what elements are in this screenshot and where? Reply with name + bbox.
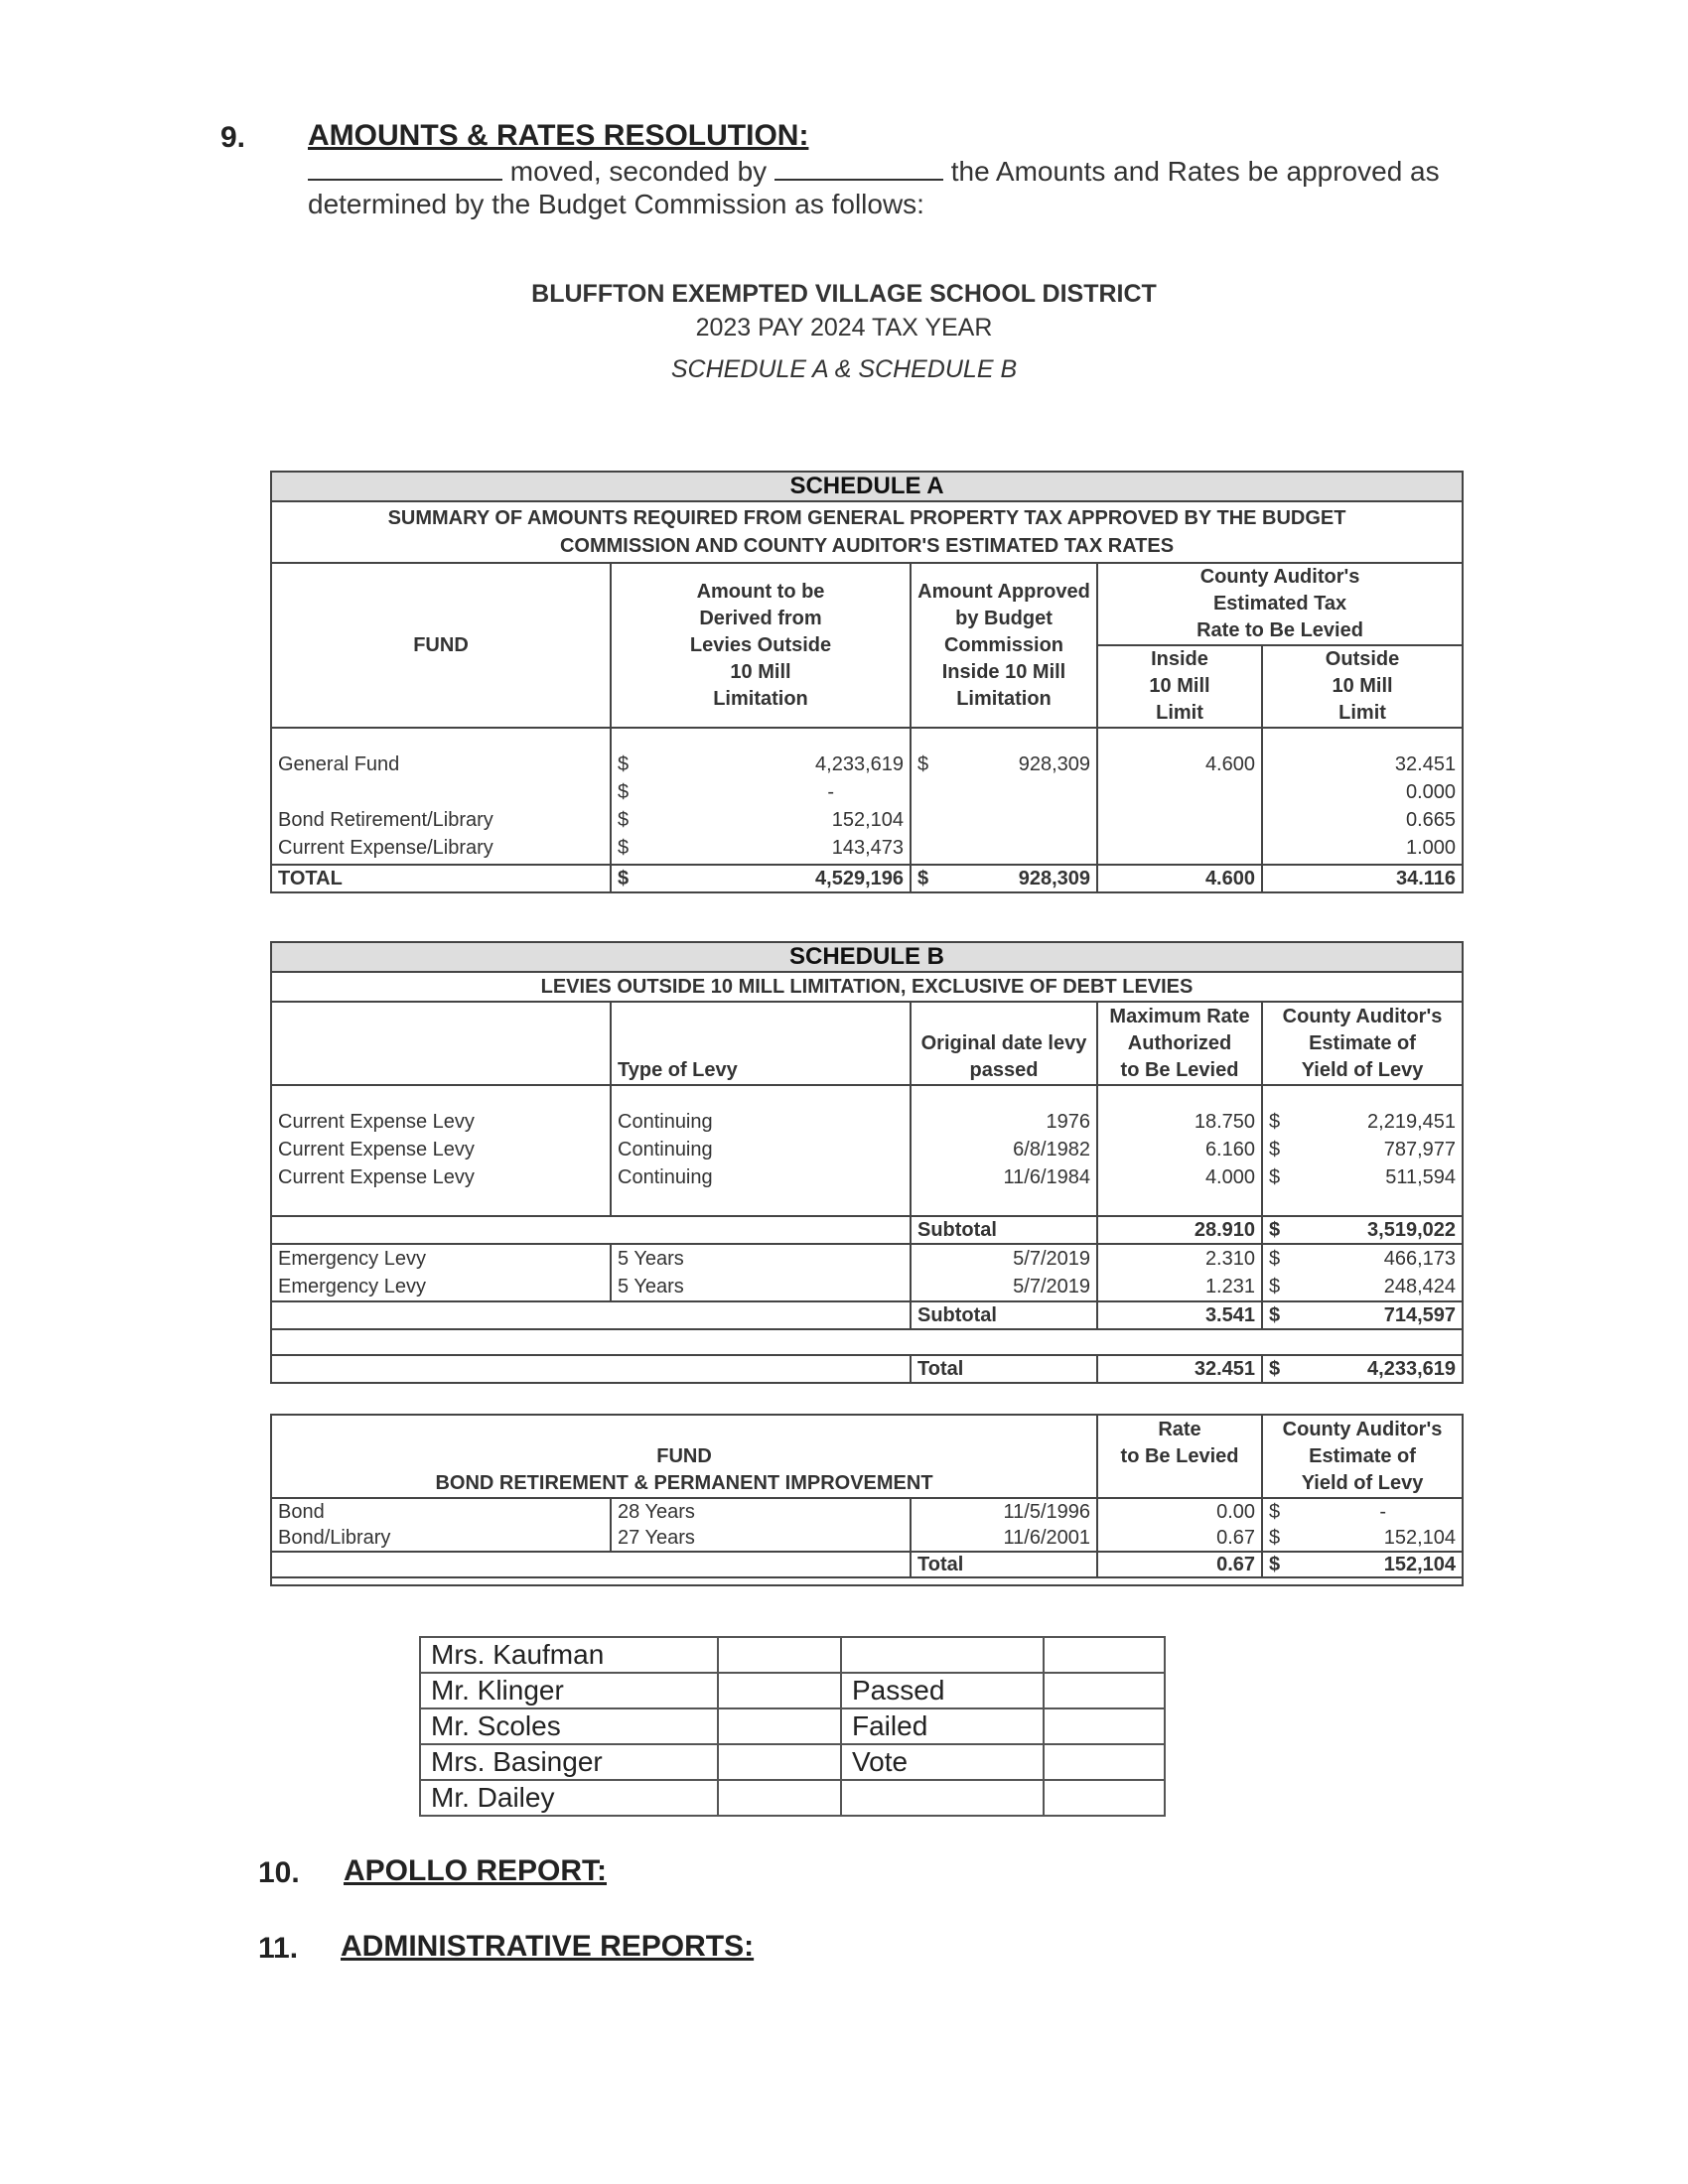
outcome-label: Failed: [841, 1708, 1044, 1744]
col-max-rate-header: Maximum Rate Authorized to Be Levied: [1097, 1002, 1262, 1085]
table-cell: 4,233,619: [1367, 1357, 1457, 1380]
member-name: Mrs. Basinger: [420, 1744, 718, 1780]
tax-year: 2023 PAY 2024 TAX YEAR: [695, 314, 993, 341]
col-type-header: Type of Levy: [611, 1002, 911, 1085]
table-cell: 928,309: [1018, 753, 1090, 775]
bond-yield-header: County Auditor's Estimate of Yield of Levy: [1262, 1415, 1463, 1498]
section-number: 11.: [258, 1932, 299, 1965]
vote-row: [420, 1780, 1165, 1816]
table-cell: 2.310: [1204, 1248, 1255, 1270]
table-cell: 511,594: [1385, 1166, 1457, 1188]
vote-row: [420, 1673, 1165, 1708]
bond-retirement-table: [270, 1414, 1464, 1586]
table-cell: 928,309: [1018, 867, 1090, 889]
outside-amounts: $ 4,233,619 $ - $ 152,104 $ 143,473: [611, 728, 911, 865]
spacer-row: [271, 1577, 1463, 1585]
schedule-b-subtitle: LEVIES OUTSIDE 10 MILL LIMITATION, EXCLUSIVE OF DEBT LEVIES: [271, 972, 1463, 1002]
table-cell: 466,173: [1383, 1248, 1457, 1270]
schedule-a-subtitle: SUMMARY OF AMOUNTS REQUIRED FROM GENERAL PROPERTY TAX APPROVED BY THE BUDGET COMMISSION AND COUNTY AUDITOR'S ESTIMATED TAX RATES: [271, 501, 1463, 563]
table-cell: Total: [911, 1552, 1097, 1577]
mover-blank[interactable]: [308, 155, 502, 181]
table-cell: Bond/Library: [278, 1527, 391, 1549]
approved-amounts: $ 928,309: [911, 728, 1097, 865]
subtotal-row-1: Subtotal 28.910 $ 3,519,022: [271, 1216, 1463, 1244]
motion-moved-text: moved, seconded by: [509, 156, 768, 187]
table-cell: Bond Retirement/Library: [278, 809, 493, 831]
col-yield-header: County Auditor's Estimate of Yield of Levy: [1262, 1002, 1463, 1085]
table-cell: 5/7/2019: [1013, 1248, 1090, 1270]
schedule-a-title: SCHEDULE A: [271, 472, 1463, 501]
schedule-a-table: [270, 471, 1464, 893]
spacer-row: [271, 1329, 1463, 1355]
table-cell: Continuing: [618, 1111, 713, 1133]
table-cell: 11/5/1996: [1003, 1501, 1091, 1523]
table-cell: 787,977: [1383, 1139, 1457, 1160]
schedule-b-title: SCHEDULE B: [271, 942, 1463, 972]
table-cell: 27 Years: [618, 1527, 695, 1549]
vote-row: [420, 1637, 1165, 1673]
schedule-b-table: [270, 941, 1464, 1384]
vote-cell[interactable]: [718, 1708, 841, 1744]
table-cell: 152,104: [1383, 1527, 1457, 1549]
table-cell: 4.600: [1097, 865, 1262, 892]
vote-cell[interactable]: [1044, 1780, 1165, 1816]
table-cell: 0.67: [1097, 1552, 1262, 1577]
table-cell: 152,104: [831, 809, 904, 831]
table-cell: 11/6/2001: [1003, 1527, 1091, 1549]
table-cell: 28 Years: [618, 1501, 695, 1523]
schedules-heading: SCHEDULE A & SCHEDULE B: [670, 355, 1018, 383]
motion-line-1: [308, 155, 1440, 188]
member-name: Mr. Klinger: [420, 1673, 718, 1708]
vote-cell[interactable]: [718, 1637, 841, 1673]
vote-cell[interactable]: [1044, 1673, 1165, 1708]
schedule-a-total-row: TOTAL $ 4,529,196 $ 928,309 4.600 34.116: [271, 865, 1463, 892]
col-date-header: Original date levy passed: [911, 1002, 1097, 1085]
outside-rates: [1262, 728, 1463, 865]
table-cell: 0.00: [1216, 1501, 1256, 1523]
outcome-label: Vote: [841, 1744, 1044, 1780]
table-cell: 0.665: [1406, 809, 1457, 831]
bond-rate-header: Rate to Be Levied: [1097, 1415, 1262, 1498]
fund-names: [271, 728, 611, 865]
table-cell: 1.231: [1204, 1276, 1255, 1297]
district-name: BLUFFTON EXEMPTED VILLAGE SCHOOL DISTRICT: [531, 280, 1157, 308]
col-fund-header: FUND: [271, 563, 611, 728]
table-cell: 3.541: [1097, 1301, 1262, 1329]
vote-cell[interactable]: [718, 1744, 841, 1780]
table-cell: 11/6/1984: [1003, 1166, 1090, 1188]
table-cell: 32.451: [1394, 753, 1457, 775]
motion-line-2: determined by the Budget Commission as follows:: [308, 189, 924, 219]
bond-fund-header: FUND BOND RETIREMENT & PERMANENT IMPROVEMENT: [271, 1415, 1097, 1498]
table-cell: Emergency Levy: [278, 1276, 426, 1297]
section-title: ADMINISTRATIVE REPORTS:: [341, 1930, 755, 1963]
schedule-b-total-row: Total 32.451 $ 4,233,619: [271, 1355, 1463, 1383]
bond-total-row: Total 0.67 $ 152,104: [271, 1552, 1463, 1577]
table-cell: 28.910: [1097, 1216, 1262, 1244]
vote-row: [420, 1744, 1165, 1780]
table-cell: 18.750: [1194, 1111, 1255, 1133]
seconder-blank[interactable]: [774, 155, 943, 181]
table-cell: [278, 778, 604, 806]
vote-cell[interactable]: [718, 1780, 841, 1816]
subtotal-row-2: Subtotal 3.541 $ 714,597: [271, 1301, 1463, 1329]
section-title: AMOUNTS & RATES RESOLUTION:: [308, 119, 809, 152]
table-cell: 4,233,619: [815, 753, 904, 775]
levy-group-2: Emergency Levy Emergency Levy 5 Years 5 Years 5/7/2019 5/7/2019 2.310 1.231 $ 466,173 $ 248,424: [271, 1244, 1463, 1301]
inside-rates: [1097, 728, 1262, 865]
bond-rows: Bond Bond/Library 28 Years 27 Years 11/5/1996 11/6/2001 0.00 0.67 $ - $ 152,104: [271, 1498, 1463, 1552]
table-cell: 714,597: [1383, 1303, 1457, 1326]
table-cell: 0.67: [1216, 1527, 1256, 1549]
table-cell: 248,424: [1383, 1276, 1457, 1297]
member-name: Mr. Dailey: [420, 1780, 718, 1816]
vote-cell[interactable]: [718, 1673, 841, 1708]
section-number: 10.: [258, 1856, 300, 1889]
table-cell: Total: [911, 1355, 1097, 1383]
table-cell: 152,104: [1383, 1553, 1457, 1575]
table-cell: 2,219,451: [1367, 1111, 1457, 1133]
table-cell: Bond: [278, 1501, 325, 1523]
col-inside-limit-header: Inside 10 Mill Limit: [1097, 645, 1262, 728]
vote-cell[interactable]: [1044, 1637, 1165, 1673]
table-cell: -: [827, 781, 834, 803]
section-title: APOLLO REPORT:: [344, 1854, 608, 1887]
col-auditor-header: County Auditor's Estimated Tax Rate to Be Levied: [1097, 563, 1463, 645]
table-cell: Subtotal: [911, 1301, 1097, 1329]
table-cell: 3,519,022: [1367, 1218, 1457, 1241]
table-cell: TOTAL: [271, 865, 611, 892]
vote-table: [419, 1636, 1166, 1817]
vote-row: [420, 1708, 1165, 1744]
outcome-label: Passed: [841, 1673, 1044, 1708]
table-cell: Continuing: [618, 1166, 713, 1188]
table-cell: 143,473: [831, 837, 904, 859]
outcome-label: [841, 1780, 1044, 1816]
table-cell: 4,529,196: [815, 867, 904, 889]
table-cell: Emergency Levy: [278, 1248, 426, 1270]
col-approved-header: Amount Approved by Budget Commission Inside 10 Mill Limitation: [911, 563, 1097, 728]
member-name: Mr. Scoles: [420, 1708, 718, 1744]
col-outside-limit-header: Outside 10 Mill Limit: [1262, 645, 1463, 728]
outcome-label: [841, 1637, 1044, 1673]
table-cell: 6.160: [1204, 1139, 1255, 1160]
table-cell: Current Expense Levy: [278, 1166, 475, 1188]
section-number: 9.: [220, 121, 246, 154]
table-cell: 34.116: [1262, 865, 1463, 892]
schedule-a-body: [271, 728, 1463, 865]
table-cell: 1976: [1046, 1111, 1090, 1133]
table-cell: -: [1379, 1501, 1387, 1523]
table-cell: 5/7/2019: [1013, 1276, 1090, 1297]
table-cell: 6/8/1982: [1013, 1139, 1090, 1160]
table-cell: 32.451: [1097, 1355, 1262, 1383]
table-cell: Continuing: [618, 1139, 713, 1160]
table-cell: 5 Years: [618, 1248, 684, 1270]
col-blank-header: [271, 1002, 611, 1085]
vote-cell[interactable]: [1044, 1744, 1165, 1780]
table-cell: Current Expense Levy: [278, 1111, 475, 1133]
table-cell: 5 Years: [618, 1276, 684, 1297]
table-cell: Subtotal: [911, 1216, 1097, 1244]
col-outside-header: Amount to be Derived from Levies Outside 10 Mill Limitation: [611, 563, 911, 728]
motion-approved-text: the Amounts and Rates be approved as: [950, 156, 1440, 187]
table-cell: General Fund: [278, 753, 400, 775]
table-cell: 0.000: [1406, 781, 1457, 803]
table-cell: 4.000: [1204, 1166, 1255, 1188]
member-name: Mrs. Kaufman: [420, 1637, 718, 1673]
table-cell: Current Expense Levy: [278, 1139, 475, 1160]
table-cell: 1.000: [1406, 837, 1457, 859]
levy-group-1: Current Expense Levy Current Expense Levy Current Expense Levy Continuing Continuing Continuing 1976 6/8/1982 11/6/1984 18.750 6.160 4.000 $ 2,219,451 $ 787,977 $ 511,594: [271, 1085, 1463, 1216]
table-cell: 4.600: [1204, 753, 1255, 775]
table-cell: Current Expense/Library: [278, 837, 493, 859]
vote-cell[interactable]: [1044, 1708, 1165, 1744]
